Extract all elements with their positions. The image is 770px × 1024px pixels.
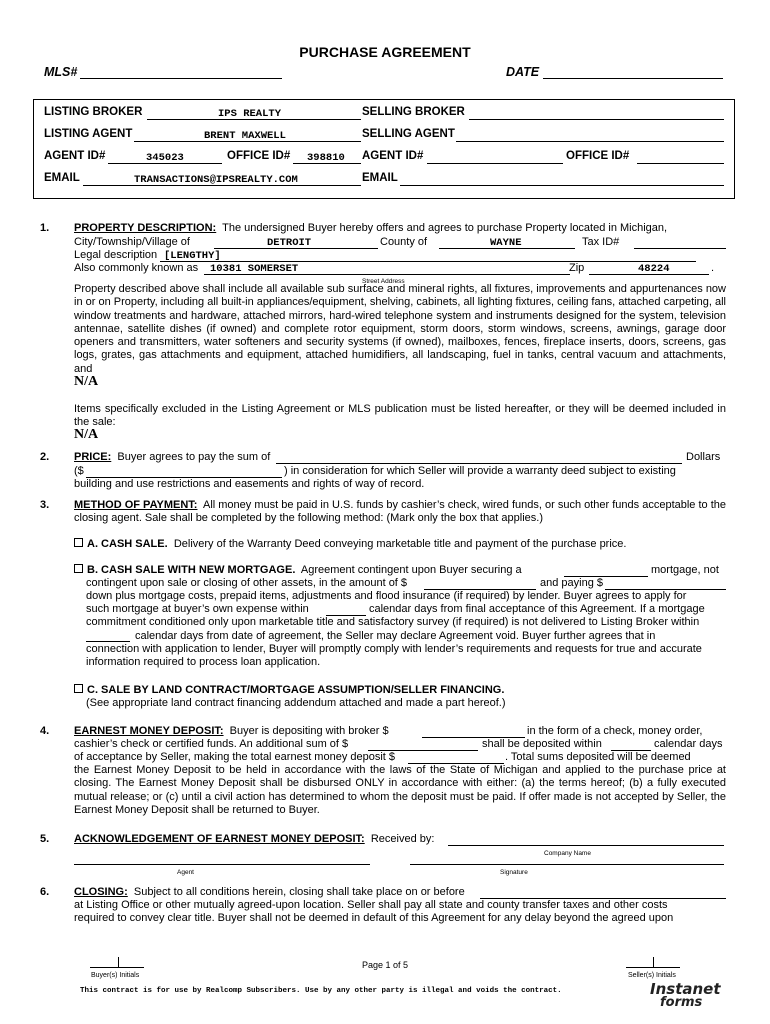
deposit-text-2: cashier’s check or certified funds. An additional sum of $ [74,738,349,750]
option-b-row [74,564,522,577]
commitment-days-field[interactable] [86,641,130,642]
aka-label: Also commonly known as [74,262,199,274]
listing-agent-value: BRENT MAXWELL [204,130,286,142]
received-by-label: Received by: [370,833,435,845]
agent-id-value: 345023 [146,152,184,164]
option-b-line-8: information required to process loan application. [86,656,321,668]
price-words-field[interactable] [276,463,682,464]
logo-line-2: forms [660,995,703,1010]
agent-caption: Agent [177,869,194,876]
price-consideration-text: ) in consideration for which Seller will provide a warranty deed subject to existing [284,465,676,477]
deposit-terms-text: the Earnest Money Deposit to be held in accordance with the laws of the State of Michigan and applied to the purchase price at closing. The Earnest Money Deposit shall be disbursed ONLY in accordance with either: (a) the terms hereof; (b) a fully executed mutual release; or (c) until a civil action has determined to whom the deposit must be paid. If offer made is not accepted by Seller, the Earnest Money Deposit shall be returned to Buyer. [74,764,726,816]
selling-broker-field[interactable] [469,119,724,120]
price-label: Buyer agrees to pay the sum of [117,451,271,463]
option-a-row [74,538,626,551]
legal-description-field[interactable] [160,261,696,262]
listing-broker-value: IPS REALTY [218,108,282,120]
date-field[interactable] [543,78,723,79]
zip-label: Zip [569,262,585,274]
deposit-text-2b: shall be deposited within [482,738,602,750]
option-b-line-1b: mortgage, not [651,564,719,576]
buyer-initials-caption: Buyer(s) Initials [91,972,140,979]
seller-initials-divider [653,957,654,967]
listing-broker-label: LISTING BROKER [44,106,143,118]
option-b-line-5: commitment conditioned only upon marketable title and satisfactory survey (if required) is not delivered to Listing Broker within [86,616,700,628]
option-b-line-4a: such mortgage at buyer’s own expense within [86,603,309,615]
price-restrictions-text: building and use restrictions and easements and rights of way of record. [74,478,425,490]
seller-initials-field[interactable] [626,967,680,968]
agent-signature-field[interactable] [74,864,370,865]
email-label: EMAIL [44,172,80,184]
section-1-heading: PROPERTY DESCRIPTION: [74,222,217,234]
deposit-text-1: Buyer is depositing with broker $ [229,725,389,737]
county-value: WAYNE [490,237,522,249]
mls-field[interactable] [80,78,282,79]
document-title: PURCHASE AGREEMENT [299,44,471,60]
section-1-intro-text: The undersigned Buyer hereby offers and agrees to purchase Property located in Michigan, [222,222,668,234]
seller-initials-caption: Seller(s) Initials [628,972,676,979]
deposit-text-3: of acceptance by Seller, making the total earnest money deposit $ [74,751,396,763]
closing-text-2: at Listing Office or other mutually agreed-upon location. Seller shall pay all state and county transfer taxes and other costs [74,899,668,911]
option-b-line-7: connection with application to lender, Buyer will promptly comply with lender’s requirements and requests for true and accurate [86,643,702,655]
instanet-forms-logo [650,982,721,1010]
city-label: City/Township/Village of [74,236,190,248]
logo-line-1: Instanet [650,980,721,998]
selling-broker-label: SELLING BROKER [362,106,465,118]
legal-description-label: Legal description [74,249,158,261]
section-3-body: All money must be paid in U.S. funds by cashier’s check, wired funds, or such other funds acceptable to the closing agent. Sale shall be completed by the following method: (Mark only the box that applies.) [74,499,727,525]
option-b-line-1: Agreement contingent upon Buyer securing a [300,564,522,576]
deposit-text-3b: . Total sums deposited will be deemed [505,751,691,763]
section-6-heading: CLOSING: [74,886,128,898]
zip-period: . [711,262,715,274]
section-2-heading: PRICE: [74,451,112,463]
option-a-text: Delivery of the Warranty Deed conveying marketable title and payment of the purchase price. [173,538,627,550]
price-dollar-sign: ($ [74,465,84,477]
section-3-text [74,499,726,526]
selling-agent-field[interactable] [456,141,724,142]
legal-description-value: [LENGTHY] [164,250,221,262]
office-id2-label: OFFICE ID# [566,150,630,162]
tax-id-field[interactable] [634,248,726,249]
office-id-label: OFFICE ID# [227,150,291,162]
section-2-line-1 [74,451,270,464]
zip-value: 48224 [638,263,670,275]
option-b-line-6: calendar days from date of agreement, the Seller may declare Agreement void. Buyer further agrees that in [135,630,656,642]
date-label: DATE [506,65,540,79]
excluded-items-value: N/A [74,427,99,442]
mortgage-checkbox[interactable] [74,564,83,573]
section-1-number: 1. [40,222,50,234]
usage-notice: This contract is for use by Realcomp Subscribers. Use by any other party is illegal and voids the contract. [80,987,562,995]
option-b-line-3: down plus mortgage costs, prepaid items, adjustments and flood insurance (if required) by lender. Buyer agrees to apply for [86,590,687,602]
section-6-line-1 [74,886,465,899]
agent-id2-field[interactable] [427,163,563,164]
deposit-text-2c: calendar days [654,738,723,750]
listing-agent-label: LISTING AGENT [44,128,133,140]
mls-label: MLS# [44,65,78,79]
section-5-number: 5. [40,833,50,845]
section-5-heading: ACKNOWLEDGEMENT OF EARNEST MONEY DEPOSIT: [74,833,365,845]
signature-field[interactable] [410,864,724,865]
option-c-row [74,684,504,697]
dollars-label: Dollars [686,451,721,463]
section-2-number: 2. [40,451,50,463]
county-label: County of [380,236,428,248]
cash-sale-checkbox[interactable] [74,538,83,547]
section-1-body: Property described above shall include all available sub surface and mineral rights, all fixtures, improvements and appurtenances now in or on Property, including all built-in appliances/equipment, shelving, cabinets, all lighting fixtures, ceiling fans, attached carpeting, all window treatments and hardware, attached mirrors, hard-wired telephone system and instruments designed for the system, television antennae, satellite dishes (if owned) and complete rotor equipment, storm doors, storm windows, screens, awnings, garage door openers and transmitters, water softeners and security systems (if owned), mailboxes, fences, fireplace inserts, doors, screens, gas logs, grates, gas attachments and equipment, attached humidifiers, all landscaping, fuel in tanks, central vacuum and attachments, and [74,283,726,375]
section-3-heading: METHOD OF PAYMENT: [74,499,198,511]
section-4-number: 4. [40,725,50,737]
option-b-line-4b: calendar days from final acceptance of this Agreement. If a mortgage [369,603,705,615]
section-4-heading: EARNEST MONEY DEPOSIT: [74,725,224,737]
section-5-line [74,833,434,846]
email2-label: EMAIL [362,172,398,184]
option-a-label: A. CASH SALE. [87,538,168,550]
email2-field[interactable] [400,185,724,186]
agent-id2-label: AGENT ID# [362,150,424,162]
office-id2-field[interactable] [637,163,724,164]
option-b-line-2b: and paying $ [540,577,603,589]
deposit-text-1b: in the form of a check, money order, [527,725,703,737]
tax-id-label: Tax ID# [582,236,620,248]
option-c-label: C. SALE BY LAND CONTRACT/MORTGAGE ASSUMPTION/SELLER FINANCING. [87,684,505,696]
closing-text-1: Subject to all conditions herein, closing shall take place on or before [133,886,465,898]
land-contract-checkbox[interactable] [74,684,83,693]
excluded-items-text: Items specifically excluded in the Listing Agreement or MLS publication must be listed hereafter, or they will be deemed included in the sale: [74,403,726,429]
option-b-line-2: contingent upon sale or closing of other assets, in the amount of $ [86,577,408,589]
section-4-line-1 [74,725,389,738]
agent-id-label: AGENT ID# [44,150,106,162]
office-id-value: 398810 [307,152,345,164]
company-name-field[interactable] [448,845,724,846]
section-1-intro [74,222,726,235]
option-c-text: (See appropriate land contract financing addendum attached and made a part hereof.) [86,697,506,709]
closing-text-3: required to convey clear title. Buyer shall not be deemed in default of this Agreement for any delay beyond the agreed upon [74,912,674,924]
email-value: TRANSACTIONS@IPSREALTY.COM [134,174,298,186]
city-value: DETROIT [267,237,312,249]
street-address-caption: Street Address [362,278,405,285]
address-value: 10381 SOMERSET [210,263,299,275]
section-6-number: 6. [40,886,50,898]
selling-agent-label: SELLING AGENT [362,128,455,140]
option-b-label: B. CASH SALE WITH NEW MORTGAGE. [87,564,296,576]
page-number: Page 1 of 5 [361,960,409,970]
section-3-number: 3. [40,499,50,511]
company-name-caption: Company Name [544,850,591,857]
signature-caption: Signature [500,869,528,876]
included-items-value: N/A [74,374,99,389]
